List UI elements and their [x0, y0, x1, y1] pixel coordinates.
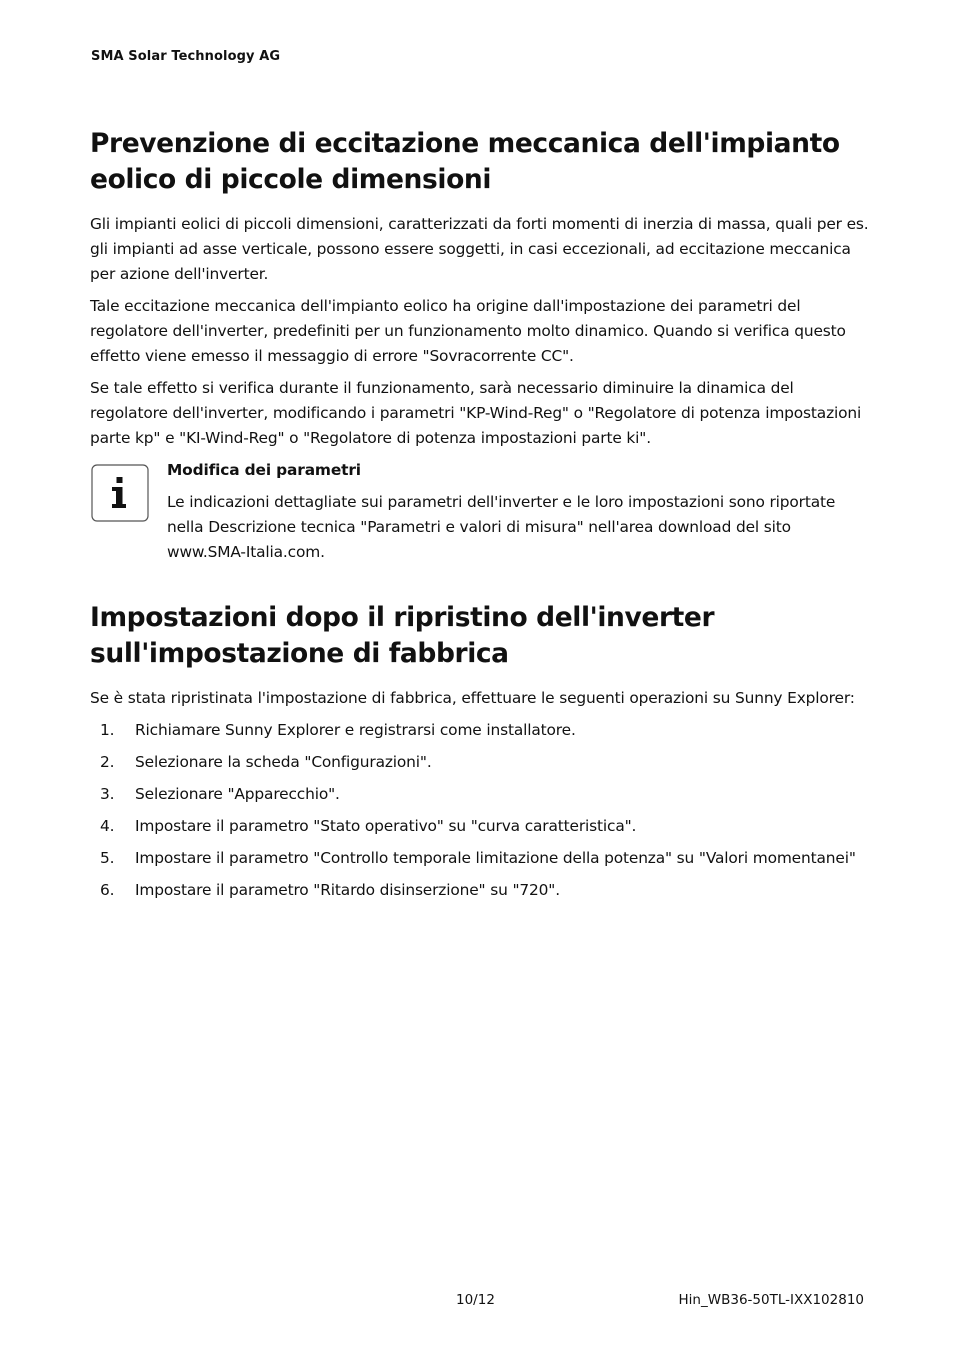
- section-title-mechanical-excitation: Prevenzione di eccitazione meccanica dell'impianto eolico di piccole dimensioni: [90, 128, 840, 195]
- step-number: 4.: [100, 817, 115, 835]
- info-icon: [91, 464, 149, 522]
- step-text: Impostare il parametro "Controllo temporale limitazione della potenza" su "Valori momentanei": [135, 849, 856, 867]
- list-item: [90, 718, 870, 743]
- section-title-factory-reset: Impostazioni dopo il ripristino dell'inverter sull'impostazione di fabbrica: [90, 602, 715, 669]
- info-note: [90, 458, 870, 565]
- steps-list: [90, 718, 870, 903]
- document-id: Hin_WB36-50TL-IXX102810: [678, 1292, 864, 1308]
- step-number: 6.: [100, 881, 115, 899]
- note-title: Modifica dei parametri: [167, 461, 361, 479]
- company-name: SMA Solar Technology AG: [91, 49, 281, 64]
- step-number: 2.: [100, 753, 115, 771]
- list-item: [90, 750, 870, 775]
- main-content: [90, 126, 870, 910]
- list-item: [90, 814, 870, 839]
- step-text: Richiamare Sunny Explorer e registrarsi come installatore.: [135, 721, 576, 739]
- page-number: 10/12: [456, 1292, 495, 1308]
- paragraph: Tale eccitazione meccanica dell'impianto eolico ha origine dall'impostazione dei parametri del regolatore dell'inverter, predefiniti per un funzionamento molto dinamico. Quando si verifica questo effetto viene emesso il messaggio di errore "Sovracorrente CC".: [90, 297, 846, 365]
- list-item: [90, 846, 870, 871]
- paragraph: Se tale effetto si verifica durante il funzionamento, sarà necessario diminuire la dinamica del regolatore dell'inverter, modificando i parametri "KP-Wind-Reg" o "Regolatore di potenza impostazioni parte kp" e "KI-Wind-Reg" o "Regolatore di potenza impostazioni parte ki".: [90, 379, 862, 447]
- step-text: Impostare il parametro "Ritardo disinserzione" su "720".: [135, 881, 560, 899]
- step-number: 5.: [100, 849, 115, 867]
- step-text: Impostare il parametro "Stato operativo" su "curva caratteristica".: [135, 817, 637, 835]
- paragraph: Gli impianti eolici di piccoli dimensioni, caratterizzati da forti momenti di inerzia di massa, quali per es. gli impianti ad asse verticale, possono essere soggetti, in casi eccezionali, ad eccitazione meccanica per azione dell'inverter.: [90, 215, 869, 283]
- step-text: Selezionare la scheda "Configurazioni".: [135, 753, 432, 771]
- step-text: Selezionare "Apparecchio".: [135, 785, 340, 803]
- note-text: Le indicazioni dettagliate sui parametri dell'inverter e le loro impostazioni sono riportate nella Descrizione tecnica "Parametri e valori di misura" nell'area download del sito www.SMA-Italia.com.: [167, 493, 836, 561]
- step-number: 1.: [100, 721, 115, 739]
- list-item: [90, 782, 870, 807]
- steps-intro: Se è stata ripristinata l'impostazione di fabbrica, effettuare le seguenti operazioni su Sunny Explorer:: [90, 689, 855, 707]
- list-item: [90, 878, 870, 903]
- step-number: 3.: [100, 785, 115, 803]
